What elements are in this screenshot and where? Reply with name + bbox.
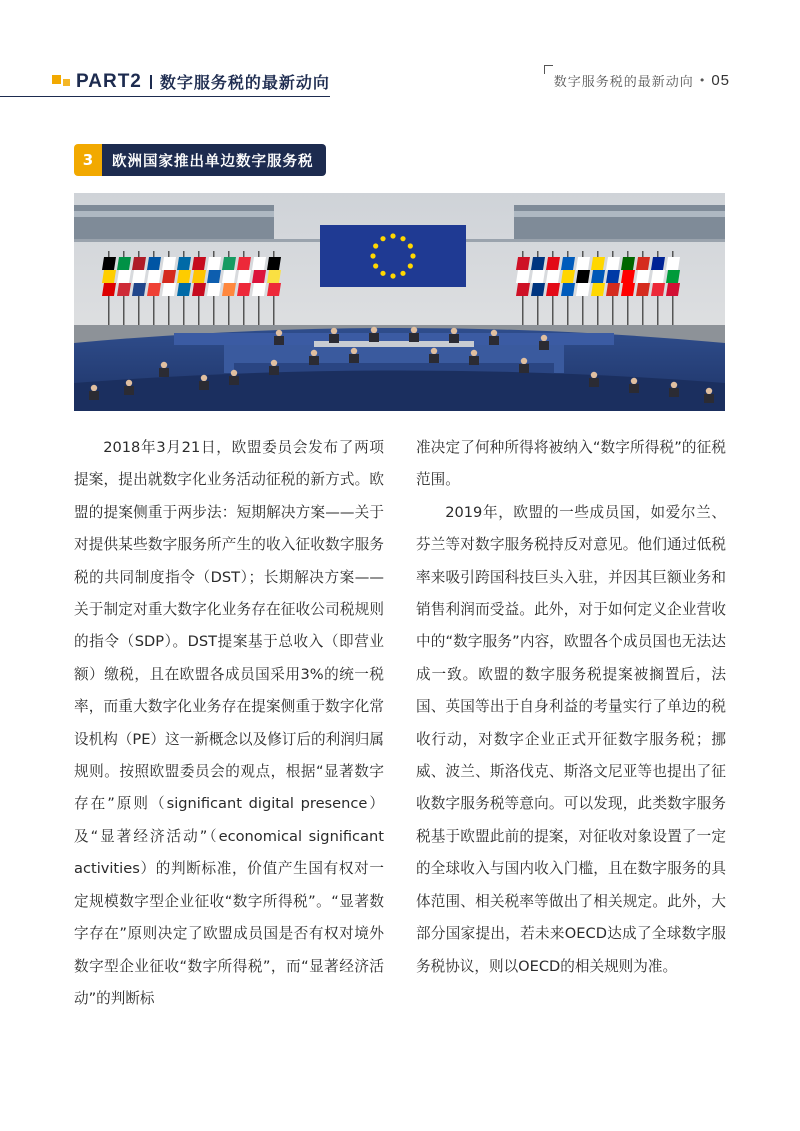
section-number: 3 — [74, 144, 102, 176]
logo-squares-icon — [52, 73, 70, 91]
body-column-left — [74, 432, 384, 1015]
part-title: 数字服务税的最新动向 — [159, 73, 330, 92]
paragraph: 2018年3月21日，欧盟委员会发布了两项提案，提出就数字化业务活动征税的新方式。欧盟的提案侧重于两步法：短期解决方案——关于对提供某些数字服务所产生的收入征收数字服务税的共同制度指令（DST）；长期解决方案——关于制定对重大数字化业务存在征收公司税规则的指令（SDP）。DST提案基于总收入（即营业额）缴税，且在欧盟各成员国采用3%的统一税率，而重大数字化业务存在提案侧重于数字化常设机构（PE）这一新概念以及修订后的利润归属规则。按照欧盟委员会的观点，根据“显著数字存在”原则（significant digital presence）及“显著经济活动”（economical significant activities）的判断标准，价值产生国有权对一定规模数字型企业征收“数字所得税”。“显著数字存在”原则决定了欧盟成员国是否有权对境外数字型企业征收“数字所得税”，而“显著经济活动”的判断标 — [74, 439, 384, 1007]
section-title: 欧洲国家推出单边数字服务税 — [102, 144, 326, 176]
section-heading — [74, 144, 326, 176]
running-header — [554, 71, 730, 90]
body-column-right — [416, 432, 726, 983]
header-rule — [0, 96, 330, 97]
paragraph-continued: 准决定了何种所得将被纳入“数字所得税”的征税范围。 — [416, 439, 726, 489]
bullet-dot: • — [698, 74, 707, 87]
running-title: 数字服务税的最新动向 — [553, 75, 694, 90]
parliament-photo — [74, 193, 725, 411]
page-number: 05 — [711, 72, 730, 89]
part-header — [52, 70, 330, 93]
part-label: PART2 — [76, 70, 142, 92]
paragraph: 2019年，欧盟的一些成员国，如爱尔兰、芬兰等对数字服务税持反对意见。他们通过低税率来吸引跨国科技巨头入驻，并因其巨额业务和销售利润而受益。此外，对于如何定义企业营收中的“数字服务”内容，欧盟各个成员国也无法达成一致。欧盟的数字服务税提案被搁置后，法国、英国等出于自身利益的考量实行了单边的税收行动，对数字企业正式开征数字服务税；挪威、波兰、斯洛伐克、斯洛文尼亚等也提出了征收数字服务税等意向。可以发现，此类数字服务税基于欧盟此前的提案，对征收对象设置了一定的全球收入与国内收入门槛，且在数字服务的具体范围、相关税率等做出了相关规定。此外，大部分国家提出，若未来OECD达成了全球数字服务税协议，则以OECD的相关规则为准。 — [416, 503, 726, 975]
corner-bracket-icon — [544, 65, 553, 74]
part-divider — [150, 75, 152, 89]
